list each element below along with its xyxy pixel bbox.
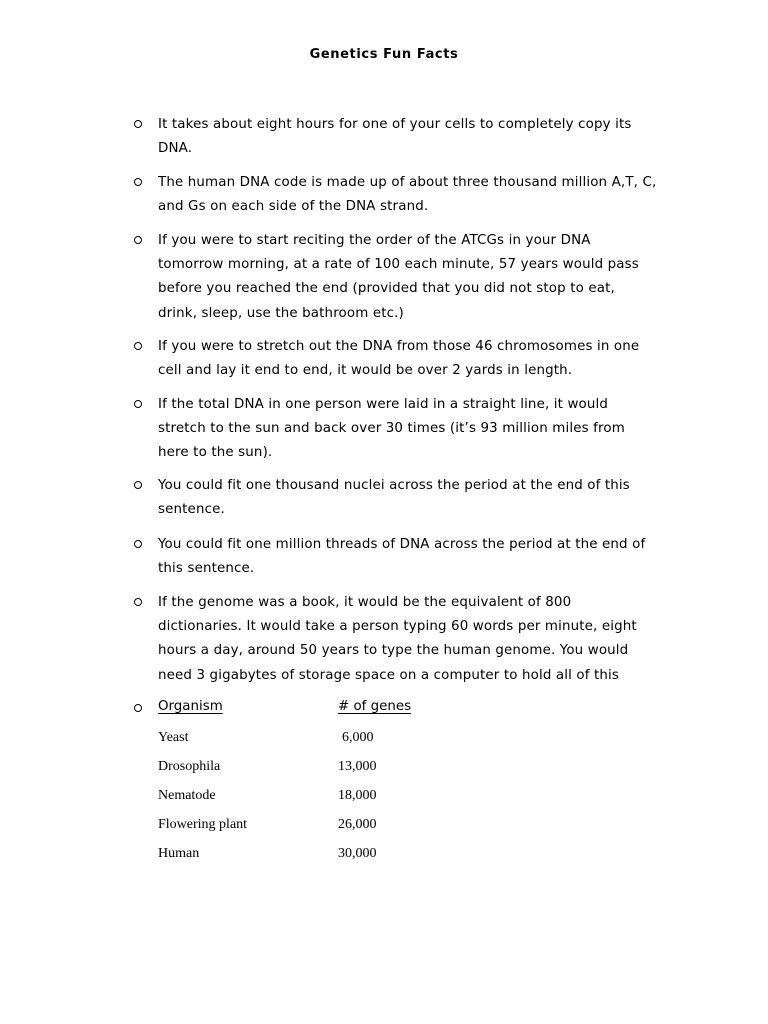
fact-text: If you were to stretch out the DNA from those 46 chromosomes in one cell and lay it end to end, it would be over 2 yards in length.: [158, 339, 640, 379]
bullet-circle-icon: [134, 540, 142, 548]
table-row: [158, 843, 458, 865]
bullet-circle-icon: [134, 178, 142, 186]
column-header-genes: # of genes: [338, 699, 412, 714]
fact-text: If the total DNA in one person were laid in a straight line, it would stretch to the sun and back over 30 times (it’s 93 million miles from here to the sun).: [158, 397, 625, 461]
table-row: [158, 814, 458, 836]
bullet-circle-icon: [134, 400, 142, 408]
organism-cell: Drosophila: [158, 759, 221, 774]
bullet-circle-icon: [134, 598, 142, 606]
organism-cell: Nematode: [158, 788, 216, 803]
fact-text: The human DNA code is made up of about three thousand million A,T, C, and Gs on each side of the DNA strand.: [158, 175, 657, 215]
genes-cell: 6,000: [342, 730, 374, 745]
bullet-circle-icon: [134, 704, 142, 712]
column-header-organism: Organism: [158, 699, 223, 714]
bullet-circle-icon: [134, 236, 142, 244]
genes-cell: 30,000: [338, 846, 377, 861]
table-row: [158, 785, 458, 807]
organism-cell: Flowering plant: [158, 817, 248, 832]
genes-cell: 18,000: [338, 788, 377, 803]
bullet-circle-icon: [134, 120, 142, 128]
table-row: [158, 727, 458, 749]
bullet-circle-icon: [134, 481, 142, 489]
organism-cell: Human: [158, 846, 200, 861]
organism-cell: Yeast: [158, 730, 189, 745]
fact-text: If the genome was a book, it would be the equivalent of 800 dictionaries. It would take a person typing 60 words per minute, eight hours a day, around 50 years to type the human genome. You would need 3 gigabytes of storage space on a computer to hold all of this: [158, 595, 637, 683]
fact-text: You could fit one thousand nuclei across the period at the end of this sentence.: [158, 478, 630, 518]
genes-cell: 13,000: [338, 759, 377, 774]
page-title: Genetics Fun Facts: [309, 47, 459, 62]
bullet-circle-icon: [134, 342, 142, 350]
fact-text: It takes about eight hours for one of your cells to completely copy its DNA.: [158, 117, 632, 157]
fact-text: If you were to start reciting the order of the ATCGs in your DNA tomorrow morning, at a rate of 100 each minute, 57 years would pass before you reached the end (provided that you did not stop to eat, drink, sleep, use the bathroom etc.): [158, 233, 639, 321]
genes-cell: 26,000: [338, 817, 377, 832]
table-row: [158, 756, 458, 778]
fact-text: You could fit one million threads of DNA across the period at the end of this sentence.: [158, 537, 646, 577]
